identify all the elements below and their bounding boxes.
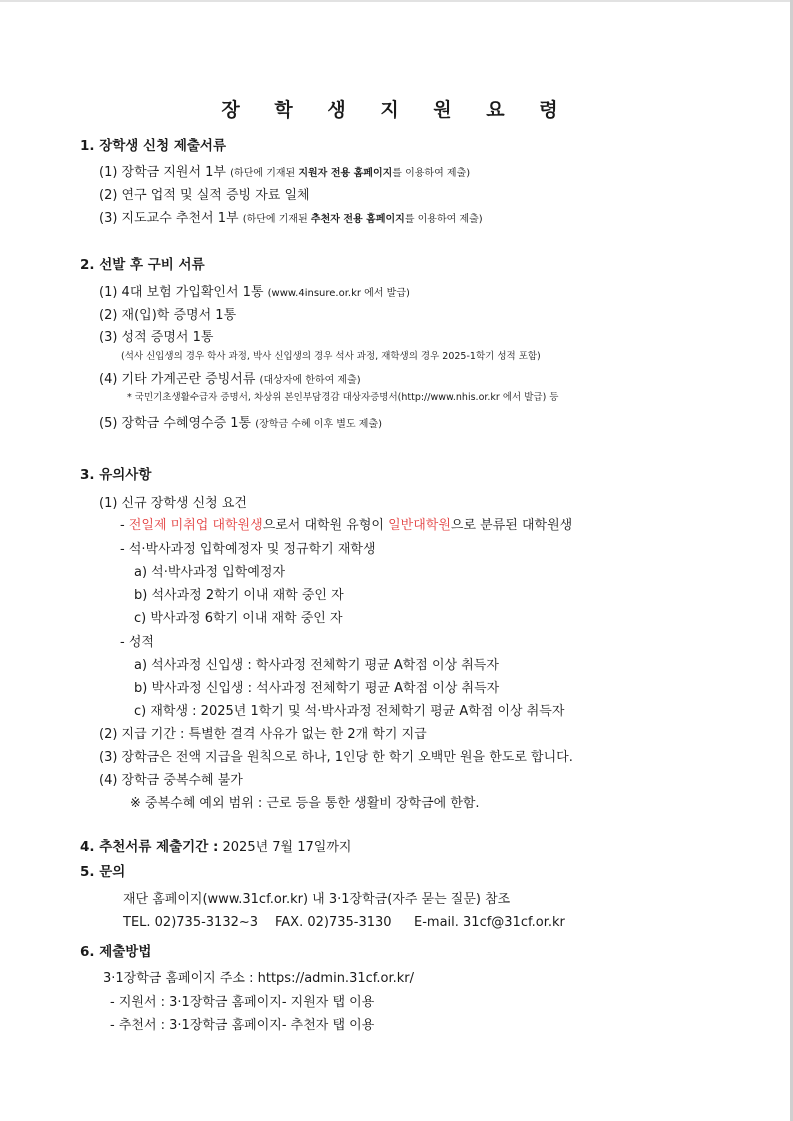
section-6-heading: 6. 제출방법 [80,944,152,960]
section-3-dash-3-b: b) 박사과정 신입생 : 석사과정 전체학기 평균 A학점 이상 취득자 [134,681,500,696]
section-4-heading: 4. 추천서류 제출기간 : [80,839,219,855]
section-2-item-4 [99,373,361,386]
section-2-heading: 2. 선발 후 구비 서류 [80,257,205,273]
section-1-item-3 [99,212,483,225]
document-title: 장 학 생 지 원 요 령 [221,99,572,121]
note-text: (하단에 기재된 [242,214,311,225]
section-3-item-1: (1) 신규 장학생 신청 요건 [99,496,247,511]
section-1-item-2: (2) 연구 업적 및 실적 증빙 자료 일체 [99,188,310,203]
section-6-line-3: - 추천서 : 3·1장학금 홈페이지- 추천자 탭 이용 [110,1018,375,1033]
item-label: (4) 기타 가계곤란 증빙서류 [99,372,256,387]
section-2-item-2: (2) 재(입)학 증명서 1통 [99,308,237,323]
section-3-item-2: (2) 지급 기간 : 특별한 결격 사유가 없는 한 2개 학기 지급 [99,727,427,742]
note-text: 를 이용하여 제출) [404,214,483,225]
section-3-item-3: (3) 장학금은 전액 지급을 원칙으로 하나, 1인당 한 학기 오백만 원을 한도로 합니다. [99,750,573,765]
text-segment: - [120,518,129,533]
section-3-requirement-line [120,519,572,532]
note-text: (하단에 기재된 [230,168,299,179]
section-4-line [80,841,351,855]
highlight-text: 일반대학원 [388,518,451,533]
scan-edge-top [0,0,793,2]
section-3-dash-2-c: c) 박사과정 6학기 이내 재학 중인 자 [134,611,343,626]
section-5-tel: TEL. 02)735-3132~3 [123,915,259,930]
text-segment: 으로서 대학원 유형이 [262,518,389,533]
item-note: (장학금 수혜 이후 별도 제출) [255,419,383,430]
section-6-line-1: 3·1장학금 홈페이지 주소 : https://admin.31cf.or.kr/ [103,971,415,986]
item-label: (1) 4대 보험 가입확인서 1통 [99,285,264,300]
note-bold-text: 추천자 전용 홈페이지 [310,214,405,225]
text-segment: 으로 분류된 대학원생 [450,518,573,533]
section-5-heading: 5. 문의 [80,864,126,880]
section-3-dash-2-a: a) 석·박사과정 입학예정자 [134,565,286,580]
note-text: 를 이용하여 제출) [392,168,471,179]
section-2-item-3-note: (석사 신입생의 경우 학사 과정, 박사 신입생의 경우 석사 과정, 재학생의 경우 2025-1학기 성적 포함) [121,351,541,362]
section-5-email: E-mail. 31cf@31cf.or.kr [414,915,565,930]
section-3-heading: 3. 유의사항 [80,467,152,483]
section-1-heading: 1. 장학생 신청 제출서류 [80,138,226,154]
section-5-fax: FAX. 02)735-3130 [275,915,392,930]
item-label: (1) 장학금 지원서 1부 [99,165,226,180]
section-5-line-1: 재단 홈페이지(www.31cf.or.kr) 내 3·1장학금(자주 묻는 질문) 참조 [123,892,511,907]
section-3-dash-2: - 석·박사과정 입학예정자 및 정규학기 재학생 [120,542,376,557]
note-bold-text: 지원자 전용 홈페이지 [298,168,393,179]
section-3-item-4-note: ※ 중복수혜 예외 범위 : 근로 등을 통한 생활비 장학금에 한함. [130,796,480,811]
section-2-item-5 [99,417,382,430]
deadline-text: 2025년 7월 17일까지 [222,840,352,855]
item-note [243,214,483,225]
section-2-item-3: (3) 성적 증명서 1통 [99,330,214,345]
item-label: (3) 지도교수 추천서 1부 [99,211,239,226]
section-2-item-1 [99,286,410,299]
section-3-dash-3-c: c) 재학생 : 2025년 1학기 및 석·박사과정 전체학기 평균 A학점 이상 취득자 [134,704,565,719]
item-note [230,168,470,179]
section-3-dash-3: - 성적 [120,635,154,650]
section-3-item-4: (4) 장학금 중복수혜 불가 [99,773,243,788]
item-note: (www.4insure.or.kr 에서 발급) [267,288,410,299]
section-6-line-2: - 지원서 : 3·1장학금 홈페이지- 지원자 탭 이용 [110,995,375,1010]
section-3-dash-2-b: b) 석사과정 2학기 이내 재학 중인 자 [134,588,344,603]
section-2-item-4-sub: * 국민기초생활수급자 증명서, 차상위 본인부담경감 대상자증명서(http://www.nhis.or.kr 에서 발급) 등 [127,392,559,403]
section-1-item-1 [99,166,470,179]
item-label: (5) 장학금 수혜영수증 1통 [99,416,252,431]
item-note: (대상자에 한하여 제출) [259,375,361,386]
highlight-text: 전일제 미취업 대학원생 [128,518,263,533]
section-3-dash-3-a: a) 석사과정 신입생 : 학사과정 전체학기 평균 A학점 이상 취득자 [134,658,499,673]
